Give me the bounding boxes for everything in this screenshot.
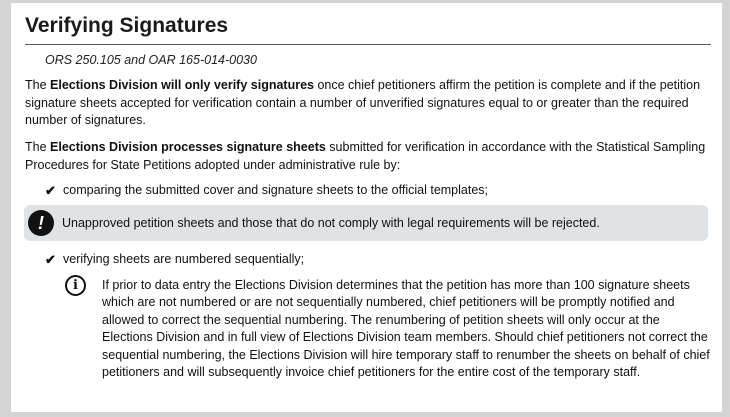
checkmark-icon: ✔ xyxy=(45,183,56,198)
process-rest: submitted for verification in accordance with the Statistical Sampling Procedures for State Petitions adopted under administrative rule by: xyxy=(25,140,706,172)
statute-citation: ORS 250.105 and OAR 165-014-0030 xyxy=(45,53,257,67)
checkmark-icon: ✔ xyxy=(45,252,56,267)
checklist-item-numbering xyxy=(45,251,304,268)
verify-bold: Elections Division will only verify signatures xyxy=(50,78,314,92)
verify-paragraph xyxy=(25,77,713,130)
page-title: Verifying Signatures xyxy=(25,14,229,37)
process-paragraph xyxy=(25,139,713,174)
verify-rest: once chief petitioners affirm the petition is complete and if the petition signature sheets accepted for verification contain a number of unverified signatures equal to or greater than the required number of signatures. xyxy=(25,78,701,127)
exclamation-icon: ! xyxy=(28,210,54,236)
warning-text: Unapproved petition sheets and those that do not comply with legal requirements will be rejected. xyxy=(62,216,600,230)
checklist-item-templates xyxy=(45,182,488,199)
checklist-item-text: verifying sheets are numbered sequentially; xyxy=(63,252,305,266)
process-lead: The xyxy=(25,140,51,154)
title-divider xyxy=(25,44,711,45)
checklist-item-text: comparing the submitted cover and signature sheets to the official templates; xyxy=(63,183,489,197)
info-icon: i xyxy=(65,275,86,296)
info-note: If prior to data entry the Elections Division determines that the petition has more than 100 signature sheets which are not numbered or are not sequentially numbered, chief petitioners will be promptly notified and allowed to correct the sequential numbering. The renumbering of petition sheets will only occur at the Elections Division and in full view of Elections Division team members. Should chief petitioners not correct the sequential numbering, the Elections Division will hire temporary staff to renumber the sheets on behalf of chief petitioners and will subsequently invoice chief petitioners for the entire cost of the temporary staff. xyxy=(102,278,710,380)
document-page xyxy=(11,3,722,412)
verify-lead: The xyxy=(25,78,51,92)
process-bold: Elections Division processes signature sheets xyxy=(50,140,326,154)
warning-callout xyxy=(24,205,708,241)
